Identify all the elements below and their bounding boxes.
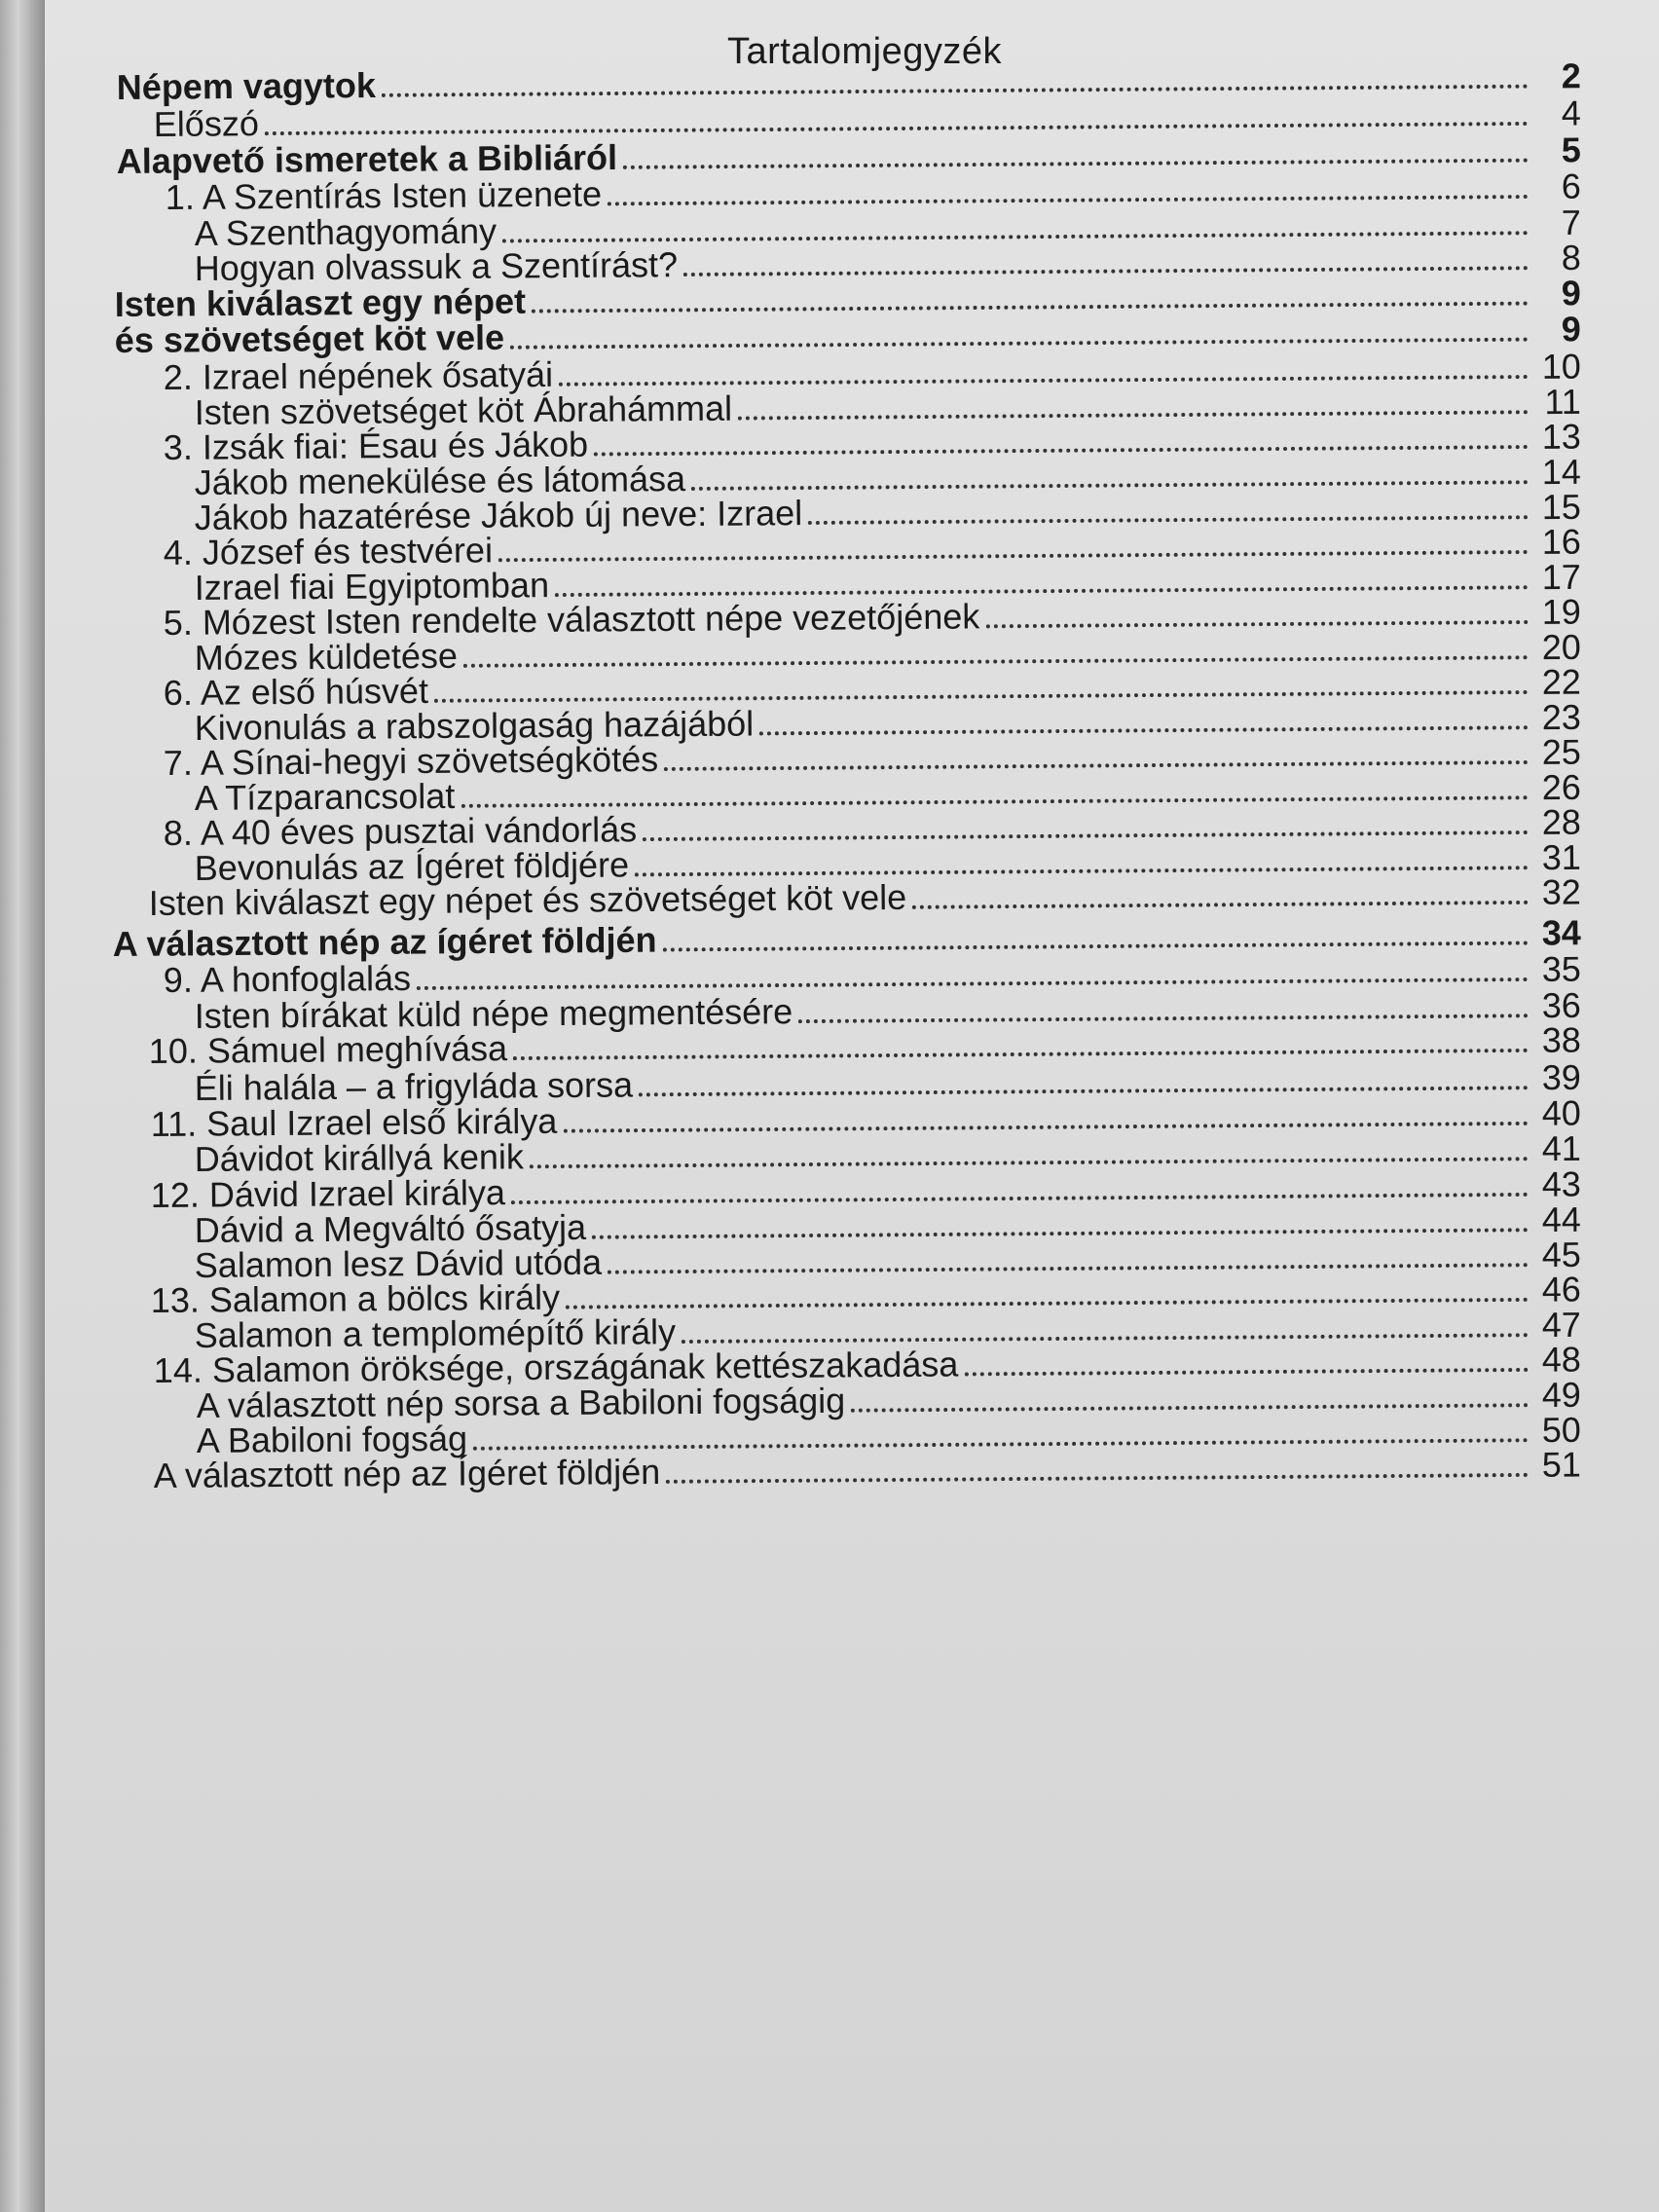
toc-entry-page: 14 <box>1541 451 1581 493</box>
toc-entry-page: 17 <box>1541 556 1581 598</box>
toc-entry-label: 5. Mózest Isten rendelte választott népe vezetőjének <box>163 596 980 644</box>
toc-entry-label: 6. Az első húsvét <box>163 670 429 714</box>
toc-entry-page: 20 <box>1541 626 1581 668</box>
toc-entry-page: 45 <box>1541 1234 1581 1275</box>
toc-entry-page: 9 <box>1561 273 1581 313</box>
toc-entry-label: 1. A Szentírás Isten üzenete <box>165 173 603 218</box>
toc-entry-page: 32 <box>1541 871 1581 912</box>
toc-entry-label: és szövetséget köt vele <box>114 316 505 361</box>
toc-entry-page: 44 <box>1541 1198 1581 1240</box>
toc-entry-label: A Babiloni fogság <box>196 1418 468 1461</box>
toc-entry-label: Hogyan olvassuk a Szentírást? <box>194 244 679 289</box>
toc-entry-label: Isten kiválaszt egy népet és szövetséget köt vele <box>148 876 907 924</box>
toc-entry-page: 8 <box>1561 237 1581 277</box>
toc-entry-label: 13. Salamon a bölcs király <box>150 1276 561 1321</box>
toc-entry-label: A választott nép sorsa a Babiloni fogságig <box>196 1380 846 1426</box>
toc-entry-page: 43 <box>1541 1163 1581 1204</box>
toc-entry-label: Isten kiválaszt egy népet <box>114 280 527 325</box>
toc-entry-label: Dávidot királlyá kenik <box>194 1136 525 1180</box>
toc-entry-label: Isten szövetséget köt Ábrahámmal <box>194 387 733 433</box>
toc-entry-label: Dávid a Megváltó ősatyja <box>194 1206 587 1251</box>
toc-entry-label: 12. Dávid Izrael királya <box>150 1172 506 1216</box>
toc-entry-label: 11. Saul Izrael első királya <box>150 1100 558 1145</box>
toc-entry-page: 51 <box>1541 1444 1581 1485</box>
toc-entry-label: Jákob menekülése és látomása <box>194 459 686 503</box>
toc-entry-page: 15 <box>1541 486 1581 528</box>
toc-entry-label: 7. A Sínai-hegyi szövetségkötés <box>163 739 659 784</box>
toc-entry-page: 4 <box>1561 92 1581 133</box>
book-binding <box>0 0 45 2212</box>
toc-entry-page: 35 <box>1541 948 1581 989</box>
toc-entry-label: Alapvető ismeretek a Bibliáról <box>116 136 618 182</box>
toc-entry-label: Salamon lesz Dávid utóda <box>194 1241 603 1286</box>
toc-entry-page: 19 <box>1541 591 1581 632</box>
toc-entry-page: 9 <box>1561 309 1581 350</box>
toc-entry-page: 41 <box>1541 1127 1581 1169</box>
toc-entry-page: 31 <box>1541 836 1581 878</box>
page-title: Tartalomjegyzék <box>726 31 1003 72</box>
toc-entry-page: 26 <box>1541 766 1581 808</box>
toc-entry-page: 38 <box>1541 1019 1581 1060</box>
toc-entry-page: 50 <box>1541 1409 1581 1451</box>
toc-entry-page: 2 <box>1561 55 1581 96</box>
book-page <box>45 0 1659 2212</box>
toc-entry-label: Kivonulás a rabszolgaság hazájából <box>194 703 755 749</box>
toc-entry-page: 10 <box>1541 346 1581 387</box>
toc-entry-page: 7 <box>1561 202 1581 242</box>
toc-entry-page: 40 <box>1541 1092 1581 1133</box>
toc-entry-label: 10. Sámuel meghívása <box>148 1028 508 1072</box>
toc-entry-label: Előszó <box>153 103 260 145</box>
toc-entry-page: 11 <box>1544 381 1581 423</box>
toc-entry-label: Mózes küldetése <box>194 635 459 679</box>
toc-entry-label: A választott nép az Ígéret földjén <box>153 1451 661 1496</box>
toc-entry-page: 34 <box>1541 912 1581 953</box>
toc-entry-label: A Tízparancsolat <box>194 775 456 819</box>
toc-entry-page: 16 <box>1541 521 1581 562</box>
toc-entry-page: 39 <box>1541 1056 1581 1098</box>
toc-entry-page: 5 <box>1561 129 1581 170</box>
toc-entry-label: 4. József és testvérei <box>163 530 494 573</box>
toc-entry-label: 8. A 40 éves pusztai vándorlás <box>163 809 638 854</box>
toc-entry-label: Népem vagytok <box>116 64 377 108</box>
toc-entry-page: 48 <box>1541 1339 1581 1380</box>
toc-entry-label: Izrael fiai Egyiptomban <box>194 565 550 608</box>
toc-entry-page: 6 <box>1561 166 1581 206</box>
toc-entry-label: 3. Izsák fiai: Ésau és Jákob <box>163 424 589 468</box>
toc-entry-label: A választott nép az ígéret földjén <box>112 919 657 965</box>
toc-entry-label: Isten bírákat küld népe megmentésére <box>194 991 793 1037</box>
toc-entry-page: 25 <box>1541 731 1581 772</box>
toc-entry-page: 13 <box>1541 416 1581 457</box>
toc-entry-label: Salamon a templomépítő király <box>194 1311 677 1356</box>
toc-entry-label: A Szenthagyomány <box>194 210 498 254</box>
toc-entry-page: 49 <box>1541 1374 1581 1416</box>
toc-entry-page: 36 <box>1541 984 1581 1026</box>
toc-entry-label: Éli halála – a frigyláda sorsa <box>194 1064 634 1109</box>
dot-leader <box>666 1473 1529 1484</box>
toc-entry-label: 14. Salamon öröksége, országának kettészakadása <box>153 1344 959 1391</box>
toc-entry-label: Jákob hazatérése Jákob új neve: Izrael <box>194 493 803 538</box>
toc-entry-page: 47 <box>1541 1304 1581 1346</box>
toc-entry-page: 23 <box>1541 696 1581 738</box>
toc-entry-label: 9. A honfoglalás <box>163 958 412 1001</box>
toc-entry-page: 46 <box>1541 1269 1581 1309</box>
toc-entry-page: 28 <box>1541 801 1581 842</box>
toc-entry <box>154 1437 1581 1497</box>
toc-entry-page: 22 <box>1541 661 1581 702</box>
toc-entry-label: Bevonulás az Ígéret földjére <box>194 844 630 889</box>
toc-entry-label: 2. Izrael népének ősatyái <box>163 353 554 398</box>
